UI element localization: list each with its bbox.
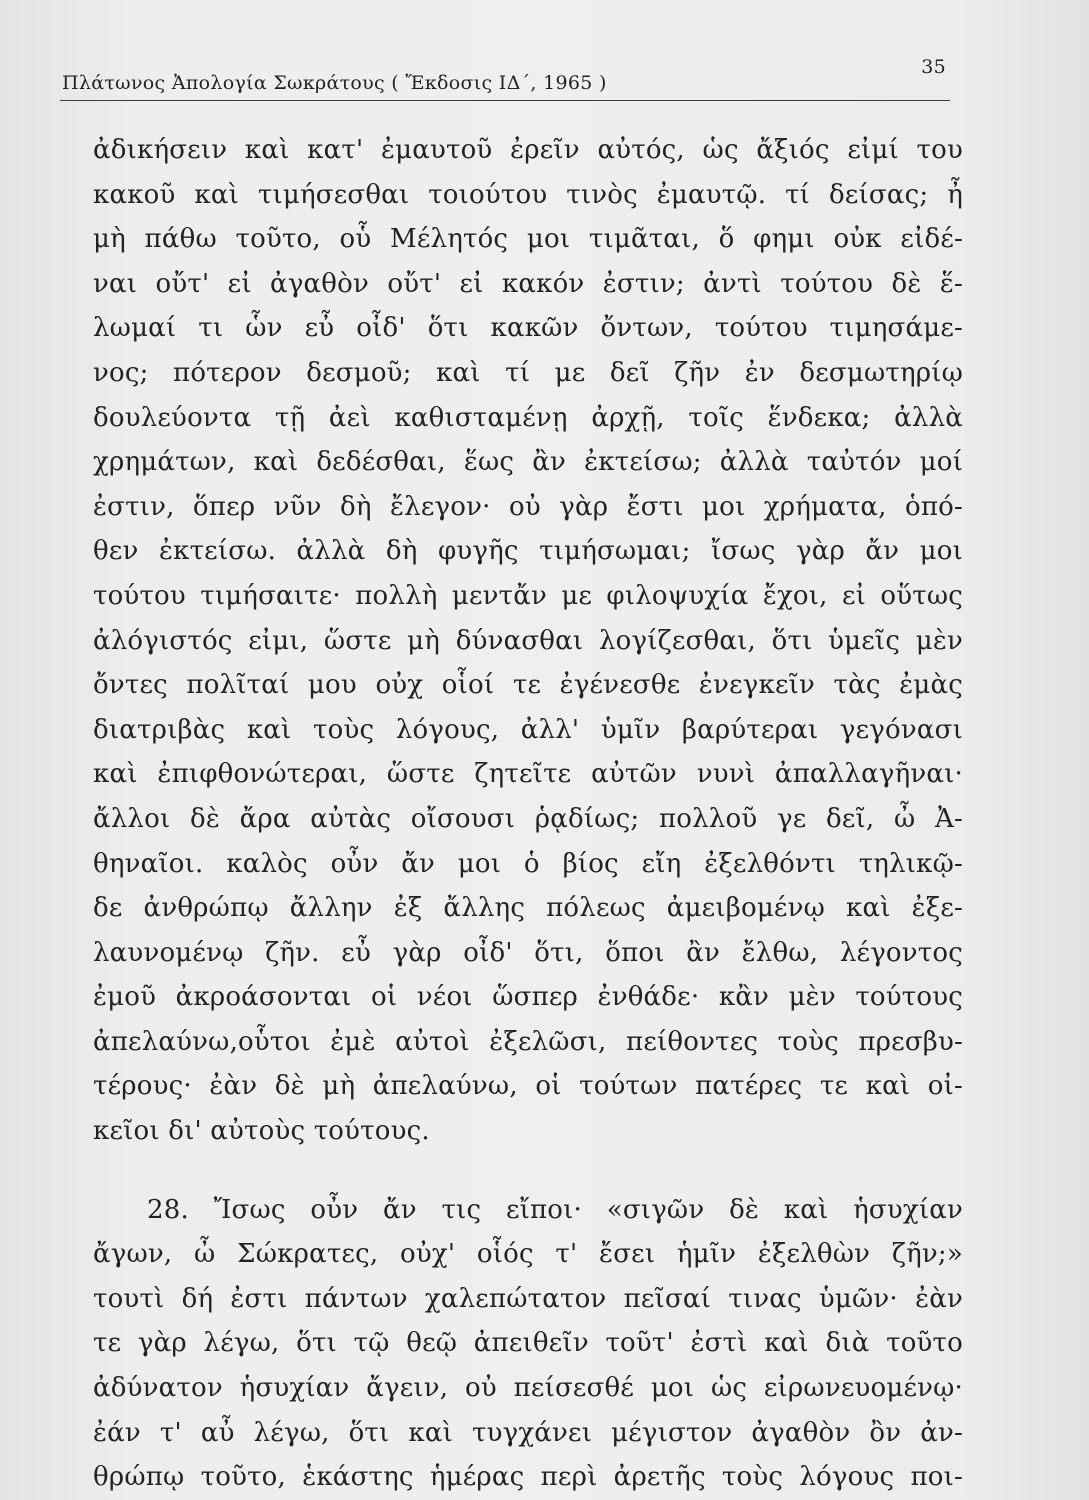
text-line: ἀδύνατον ἡσυχίαν ἄγειν, οὐ πείσεσθέ μοι ὡς εἰρωνευομένῳ· bbox=[93, 1373, 963, 1404]
text-line: ἐμοῦ ἀκροάσονται οἱ νέοι ὥσπερ ἐνθάδε· κἂν μὲν τούτους bbox=[93, 982, 963, 1013]
page-number: 35 bbox=[921, 56, 946, 78]
text-line: λωμαί τι ὧν εὖ οἶδ' ὅτι κακῶν ὄντων, τούτου τιμησάμε- bbox=[93, 313, 963, 344]
text-line: ἀδικήσειν καὶ κατ' ἐμαυτοῦ ἐρεῖν αὐτός, ὡς ἄξιός εἰμί του bbox=[93, 135, 963, 165]
text-line: διατριβὰς καὶ τοὺς λόγους, ἀλλ' ὑμῖν βαρύτεραι γεγόνασι bbox=[93, 714, 963, 745]
text-line: τε γὰρ λέγω, ὅτι τῷ θεῷ ἀπειθεῖν τοῦτ' ἐστὶ καὶ διὰ τοῦτο bbox=[93, 1328, 963, 1359]
text-line: λαυνομένῳ ζῆν. εὖ γὰρ οἶδ' ὅτι, ὅποι ἂν ἔλθω, λέγοντος bbox=[93, 937, 963, 968]
text-line: τέρους· ἐὰν δὲ μὴ ἀπελαύνω, οἱ τούτων πατέρες τε καὶ οἰ- bbox=[93, 1071, 963, 1102]
text-line: ναι οὔτ' εἰ ἀγαθὸν οὔτ' εἰ κακόν ἐστιν; ἀντὶ τούτου δὲ ἕ- bbox=[93, 268, 963, 299]
running-head bbox=[60, 56, 950, 101]
paragraph-28-first-line: 28. Ἴσως οὖν ἄν τις εἴποι· «σιγῶν δὲ καὶ ἡσυχίαν bbox=[147, 1194, 963, 1225]
text-line: ὄντες πολῖταί μου οὐχ οἷοί τε ἐγένεσθε ἐνεγκεῖν τὰς ἐμὰς bbox=[93, 670, 963, 701]
text-line: θεν ἐκτείσω. ἀλλὰ δὴ φυγῆς τιμήσωμαι; ἴσως γὰρ ἄν μοι bbox=[93, 536, 963, 567]
text-line: δε ἀνθρώπῳ ἄλλην ἐξ ἄλλης πόλεως ἀμειβομένῳ καὶ ἐξε- bbox=[93, 893, 963, 924]
text-line: ἐάν τ' αὖ λέγω, ὅτι καὶ τυγχάνει μέγιστον ἀγαθὸν ὂν ἀν- bbox=[93, 1417, 963, 1448]
text-line: καὶ ἐπιφθονώτεραι, ὥστε ζητεῖτε αὐτῶν νυνὶ ἀπαλλαγῆναι· bbox=[93, 759, 963, 790]
text-line: δουλεύοντα τῇ ἀεὶ καθισταμένῃ ἀρχῇ, τοῖς ἕνδεκα; ἀλλὰ bbox=[93, 402, 963, 433]
text-line: ἀλόγιστός εἰμι, ὥστε μὴ δύνασθαι λογίζεσθαι, ὅτι ὑμεῖς μὲν bbox=[93, 625, 963, 656]
text-line: μὴ πάθω τοῦτο, οὗ Μέλητός μοι τιμᾶται, ὅ φημι οὐκ εἰδέ- bbox=[93, 224, 963, 255]
text-line: ἀπελαύνω,οὗτοι ἐμὲ αὐτοὶ ἐξελῶσι, πείθοντες τοὺς πρεσβυ- bbox=[93, 1026, 963, 1057]
body-text bbox=[93, 128, 963, 1500]
text-line: ἄγων, ὦ Σώκρατες, οὐχ' οἷός τ' ἔσει ἡμῖν ἐξελθὼν ζῆν;» bbox=[93, 1239, 963, 1270]
running-head-title: Πλάτωνος Ἀπολογία Σωκράτους ( Ἔκδοσις ΙΔ΄, 1965 ) bbox=[62, 72, 607, 94]
text-line: τουτὶ δή ἐστι πάντων χαλεπώτατον πεῖσαί τινας ὑμῶν· ἐὰν bbox=[93, 1283, 963, 1314]
text-line: θηναῖοι. καλὸς οὖν ἄν μοι ὁ βίος εἴη ἐξελθόντι τηλικῷ- bbox=[93, 848, 963, 879]
text-line: χρημάτων, καὶ δεδέσθαι, ἕως ἂν ἐκτείσω; ἀλλὰ ταὐτόν μοί bbox=[93, 447, 963, 478]
text-line: ἄλλοι δὲ ἄρα αὐτὰς οἴσουσι ῥᾳδίως; πολλοῦ γε δεῖ, ὦ Ἀ- bbox=[93, 803, 963, 834]
text-line: θρώπῳ τοῦτο, ἑκάστης ἡμέρας περὶ ἀρετῆς τοὺς λόγους ποι- bbox=[93, 1462, 963, 1493]
text-line: τούτου τιμήσαιτε· πολλὴ μεντἄν με φιλοψυχία ἔχοι, εἰ οὕτως bbox=[93, 580, 963, 611]
text-line: ἐστιν, ὅπερ νῦν δὴ ἔλεγον· οὐ γὰρ ἔστι μοι χρήματα, ὁπό- bbox=[93, 491, 963, 522]
paragraph-gap bbox=[93, 1154, 963, 1188]
text-line: νος; πότερον δεσμοῦ; καὶ τί με δεῖ ζῆν ἐν δεσμωτηρίῳ bbox=[93, 357, 963, 388]
text-line: κακοῦ καὶ τιμήσεσθαι τοιούτου τινὸς ἐμαυτῷ. τί δείσας; ἦ bbox=[93, 179, 963, 210]
text-line-last: κεῖοι δι' αὐτοὺς τούτους. bbox=[93, 1116, 430, 1147]
